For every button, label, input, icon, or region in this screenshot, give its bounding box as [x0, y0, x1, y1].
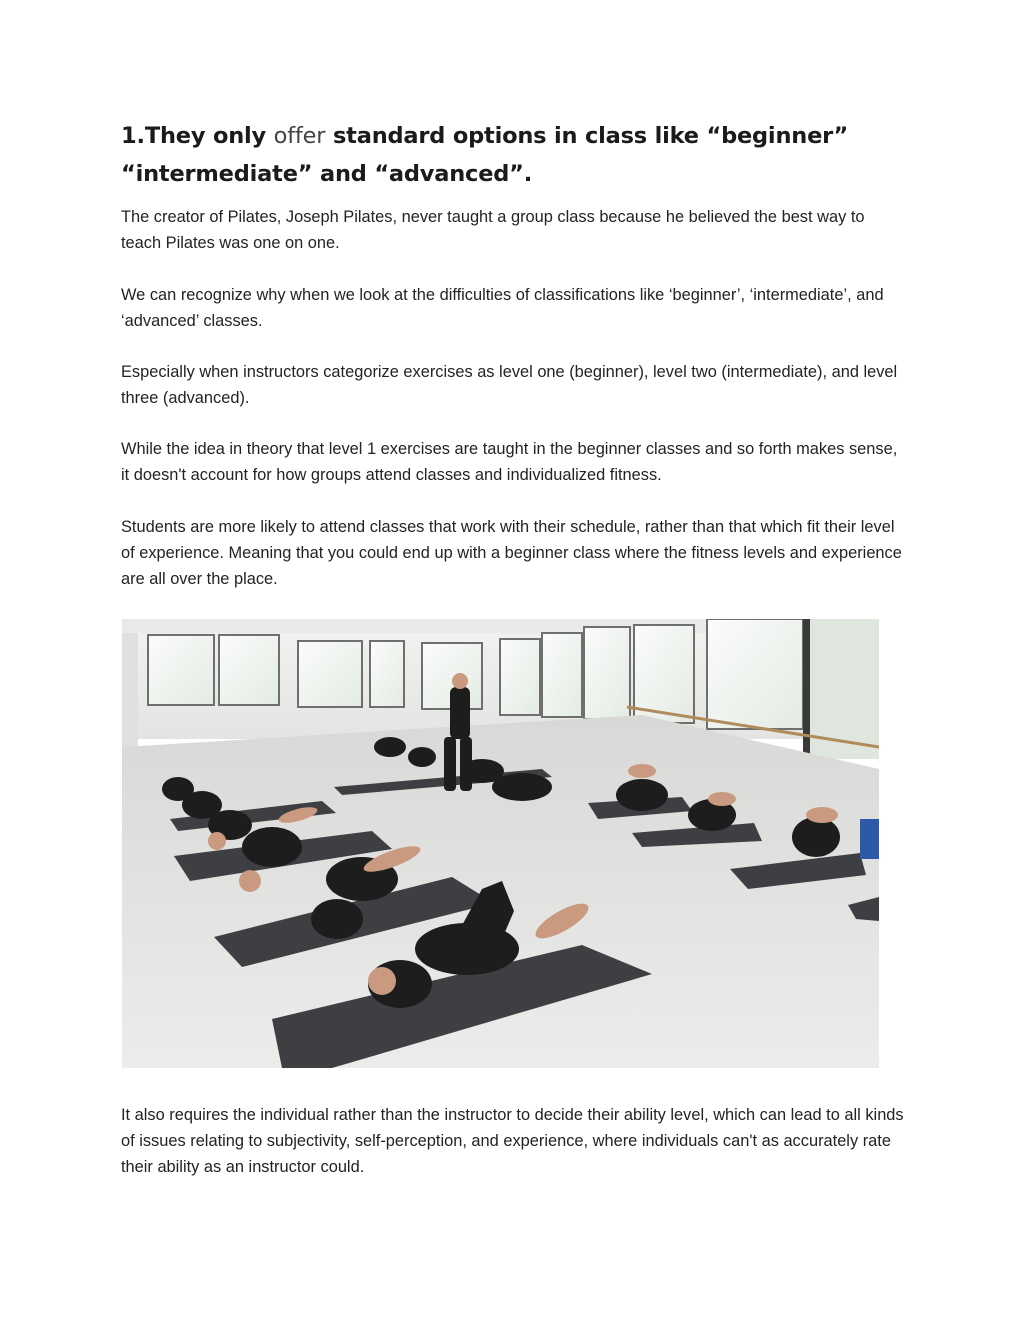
pilates-class-photo: [122, 619, 879, 1068]
paragraph-schedule: Students are more likely to attend classes that work with their schedule, rather than that which fit their level of experience. Meaning that you could end up with a beginner class where the fitness levels and experience are all over the place.: [121, 518, 902, 588]
heading-number: 1.: [121, 123, 145, 149]
paragraph-classifications: We can recognize why when we look at the difficulties of classifications like ‘beginner’, ‘intermediate’, and ‘advanced’ classes.: [121, 286, 884, 330]
paragraph-theory: While the idea in theory that level 1 exercises are taught in the beginner classes and so forth makes sense, it doesn't account for how groups attend classes and individualized fitness.: [121, 440, 898, 484]
heading-lead: They only: [144, 123, 274, 149]
paragraph-joseph-pilates: The creator of Pilates, Joseph Pilates, never taught a group class because he believed the best way to teach Pilates was one on one.: [121, 208, 865, 252]
heading-highlight-word: offer: [273, 123, 326, 149]
section-heading: [121, 117, 911, 193]
paragraph-levels: Especially when instructors categorize exercises as level one (beginner), level two (intermediate), and level three (advanced).: [121, 363, 898, 407]
heading-rest: standard options in class like “beginner” “intermediate” and “advanced”.: [121, 123, 849, 187]
paragraph-self-assessment: It also requires the individual rather than the instructor to decide their ability level, which can lead to all kinds of issues relating to subjectivity, self-perception, and experience, where individuals can't as accurately rate their ability as an instructor could.: [121, 1106, 904, 1176]
